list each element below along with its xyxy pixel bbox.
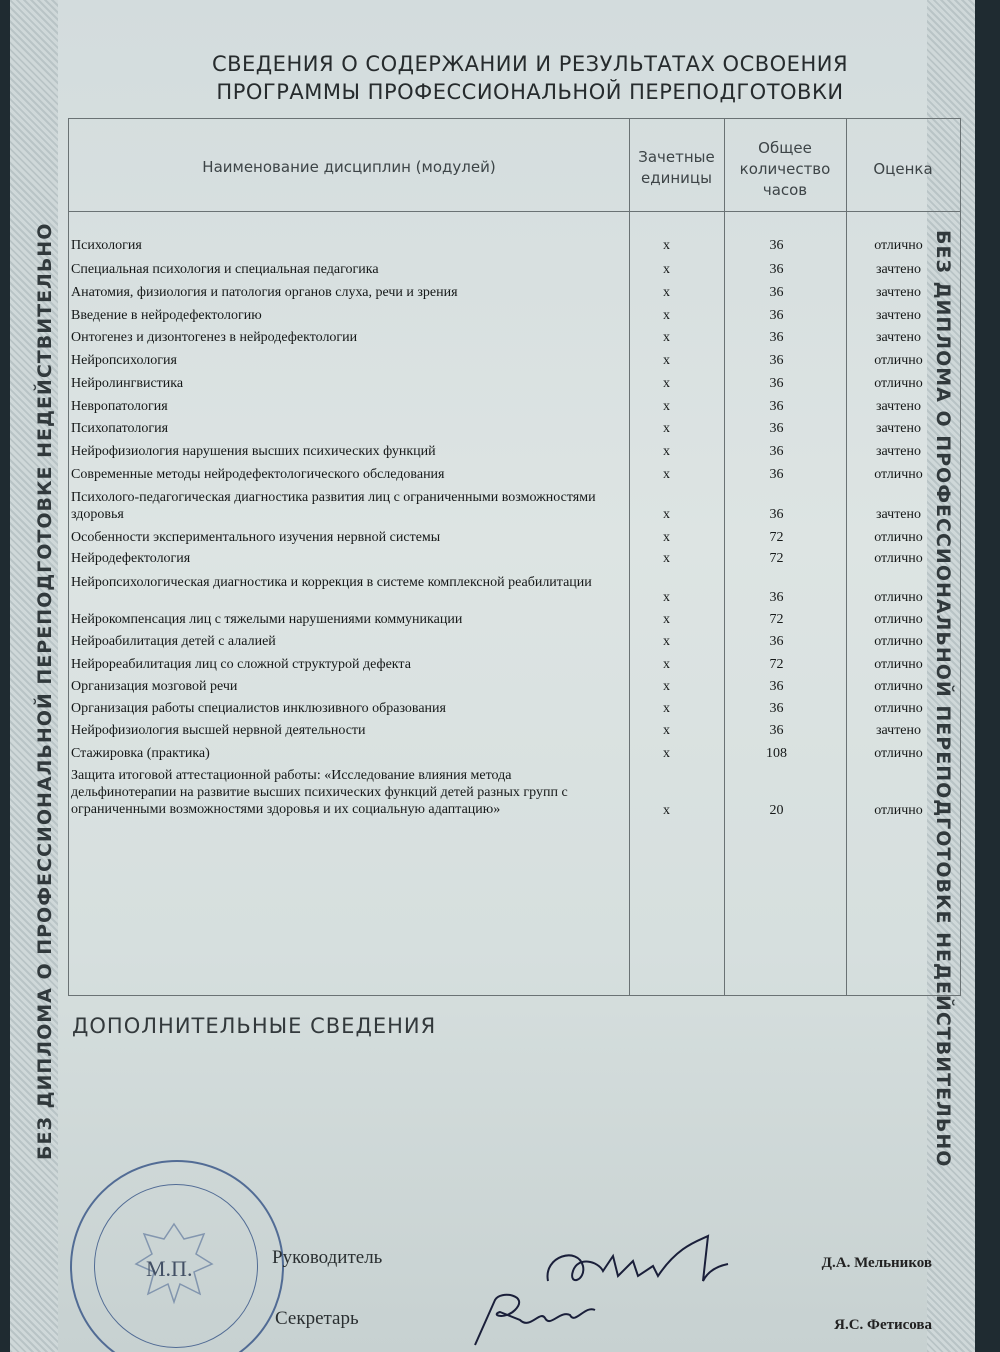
grade: зачтено <box>875 308 922 323</box>
grade: отлично <box>874 590 923 605</box>
discipline-name: Невропатология <box>71 399 168 414</box>
total-hours: 36 <box>769 376 784 391</box>
total-hours: 36 <box>769 507 784 522</box>
total-hours: 20 <box>769 803 784 818</box>
discipline-name: Организация мозговой речи <box>71 679 238 694</box>
discipline-name: Нейролингвистика <box>71 376 184 391</box>
discipline-name: Психология <box>71 238 142 253</box>
total-hours: 36 <box>769 285 784 300</box>
grade: зачтено <box>875 507 922 522</box>
grade: отлично <box>874 657 923 672</box>
discipline-name: Нейрореабилитация лиц со сложной структурой дефекта <box>71 657 411 672</box>
total-hours: 36 <box>769 444 784 459</box>
header-units-line-1: Зачетные <box>638 148 715 166</box>
credit-units: х <box>663 376 670 391</box>
discipline-name: Анатомия, физиология и патология органов слуха, речи и зрения <box>71 285 458 300</box>
credit-units: х <box>663 507 670 522</box>
credit-units: х <box>663 308 670 323</box>
credit-units: х <box>663 421 670 436</box>
discipline-name: Нейрофизиология высшей нервной деятельности <box>71 723 366 738</box>
total-hours: 108 <box>766 746 787 761</box>
total-hours: 72 <box>769 530 784 545</box>
page-title <box>110 50 950 106</box>
discipline-name: Онтогенез и дизонтогенез в нейродефектологии <box>71 330 358 345</box>
header-hours-line-2: количество <box>739 160 831 178</box>
credit-units: х <box>663 399 670 414</box>
credit-units: х <box>663 530 670 545</box>
credit-units: х <box>663 551 670 566</box>
discipline-name: Нейропсихологическая диагностика и коррекция в системе комплексной реабилитации <box>71 575 592 590</box>
credit-units: х <box>663 803 670 818</box>
total-hours: 36 <box>769 467 784 482</box>
total-hours: 36 <box>769 308 784 323</box>
header-grade: Оценка <box>873 160 933 178</box>
discipline-name: Психолого-педагогическая диагностика развития лиц с ограниченными возможностями здоровья <box>71 490 596 522</box>
grade: отлично <box>874 353 923 368</box>
grade: отлично <box>874 530 923 545</box>
credit-units: х <box>663 657 670 672</box>
secretary-name: Я.С. Фетисова <box>834 1317 932 1333</box>
credit-units: х <box>663 634 670 649</box>
secretary-signature <box>460 1290 610 1352</box>
grade: зачтено <box>875 444 922 459</box>
discipline-name: Нейрокомпенсация лиц с тяжелыми нарушениями коммуникации <box>71 612 463 627</box>
total-hours: 72 <box>769 612 784 627</box>
header-units-line-2: единицы <box>641 169 712 187</box>
secretary-role-label: Секретарь <box>275 1308 359 1329</box>
grade: отлично <box>874 238 923 253</box>
credit-units: х <box>663 285 670 300</box>
credit-units: х <box>663 590 670 605</box>
total-hours: 36 <box>769 590 784 605</box>
header-divider <box>69 211 960 212</box>
discipline-name: Защита итоговой аттестационной работы: «Исследование влияния метода дельфинотерапии на развитие высших психических функций детей разных групп с ограниченными возможностями здоровья и их социальную адаптацию» <box>71 768 568 817</box>
total-hours: 36 <box>769 421 784 436</box>
credit-units: х <box>663 612 670 627</box>
grade: отлично <box>874 612 923 627</box>
total-hours: 36 <box>769 262 784 277</box>
grade: зачтено <box>875 399 922 414</box>
title-line-1: СВЕДЕНИЯ О СОДЕРЖАНИИ И РЕЗУЛЬТАТАХ ОСВОЕНИЯ <box>211 52 849 76</box>
credit-units: х <box>663 262 670 277</box>
total-hours: 72 <box>769 551 784 566</box>
grade: зачтено <box>875 285 922 300</box>
diploma-supplement-page <box>10 0 975 1352</box>
total-hours: 36 <box>769 634 784 649</box>
credit-units: х <box>663 467 670 482</box>
side-text-left: БЕЗ ДИПЛОМА О ПРОФЕССИОНАЛЬНОЙ ПЕРЕПОДГОТОВКЕ НЕДЕЙСТВИТЕЛЬНО <box>34 222 56 1160</box>
discipline-name: Стажировка (практика) <box>71 746 210 761</box>
header-hours-line-3: часов <box>762 181 808 199</box>
header-total-hours <box>724 138 846 201</box>
grade: отлично <box>874 746 923 761</box>
discipline-name: Специальная психология и специальная педагогика <box>71 262 379 277</box>
discipline-name: Нейропсихология <box>71 353 177 368</box>
total-hours: 36 <box>769 399 784 414</box>
grade: отлично <box>874 551 923 566</box>
total-hours: 36 <box>769 353 784 368</box>
grade: отлично <box>874 376 923 391</box>
grade: отлично <box>874 467 923 482</box>
head-signature <box>538 1226 738 1296</box>
total-hours: 36 <box>769 238 784 253</box>
title-line-2: ПРОГРАММЫ ПРОФЕССИОНАЛЬНОЙ ПЕРЕПОДГОТОВКИ <box>216 80 844 104</box>
official-stamp <box>70 1160 284 1352</box>
credit-units: х <box>663 353 670 368</box>
discipline-name: Введение в нейродефектологию <box>71 308 262 323</box>
discipline-name: Организация работы специалистов инклюзивного образования <box>71 701 446 716</box>
discipline-name: Нейродефектология <box>71 551 191 566</box>
grade: отлично <box>874 634 923 649</box>
discipline-name: Нейроабилитация детей с алалией <box>71 634 276 649</box>
total-hours: 72 <box>769 657 784 672</box>
stamp-mp-label: М.П. <box>146 1256 193 1281</box>
grade: отлично <box>874 701 923 716</box>
credit-units: х <box>663 701 670 716</box>
header-hours-line-1: Общее <box>758 139 812 157</box>
credit-units: х <box>663 723 670 738</box>
discipline-name: Психопатология <box>71 421 169 436</box>
grade: отлично <box>874 679 923 694</box>
header-discipline-name: Наименование дисциплин (модулей) <box>202 158 496 176</box>
disciplines-table <box>68 118 961 996</box>
grade: отлично <box>874 803 923 818</box>
total-hours: 36 <box>769 723 784 738</box>
credit-units: х <box>663 746 670 761</box>
head-role-label: Руководитель <box>272 1247 383 1268</box>
total-hours: 36 <box>769 701 784 716</box>
credit-units: х <box>663 238 670 253</box>
discipline-name: Нейрофизиология нарушения высших психических функций <box>71 444 436 459</box>
additional-info-heading: ДОПОЛНИТЕЛЬНЫЕ СВЕДЕНИЯ <box>72 1014 437 1038</box>
total-hours: 36 <box>769 679 784 694</box>
grade: зачтено <box>875 421 922 436</box>
side-text-right: БЕЗ ДИПЛОМА О ПРОФЕССИОНАЛЬНОЙ ПЕРЕПОДГОТОВКЕ НЕДЕЙСТВИТЕЛЬНО <box>932 230 954 1168</box>
total-hours: 36 <box>769 330 784 345</box>
credit-units: х <box>663 679 670 694</box>
credit-units: х <box>663 330 670 345</box>
grade: зачтено <box>875 330 922 345</box>
header-credit-units <box>629 147 724 189</box>
credit-units: х <box>663 444 670 459</box>
discipline-name: Особенности экспериментального изучения нервной системы <box>71 530 441 545</box>
discipline-name: Современные методы нейродефектологического обследования <box>71 467 445 482</box>
grade: зачтено <box>875 262 922 277</box>
head-name: Д.А. Мельников <box>821 1255 932 1271</box>
grade: зачтено <box>875 723 922 738</box>
